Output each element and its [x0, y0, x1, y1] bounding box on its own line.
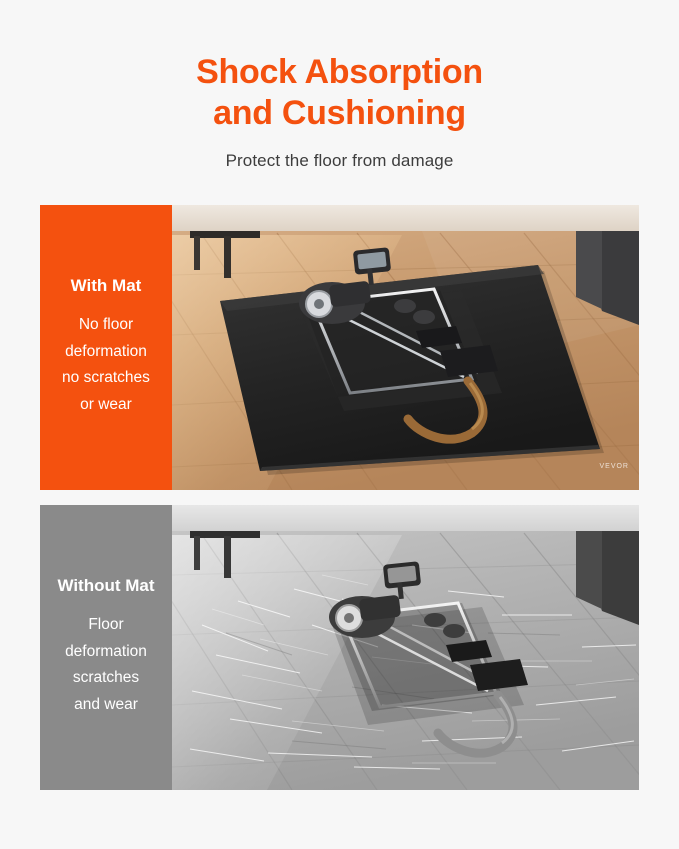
photo-without-mat-illustration — [172, 505, 639, 790]
caption-line-3: scratches — [72, 669, 140, 687]
caption-without-mat — [40, 505, 172, 790]
caption-body — [62, 312, 150, 419]
caption-with-mat — [40, 205, 172, 490]
caption-line-3: no scratches — [62, 369, 150, 387]
comparison-panels — [0, 205, 679, 790]
photo-with-mat-illustration — [172, 205, 639, 490]
caption-title: With Mat — [70, 276, 142, 296]
caption-line-4: and wear — [74, 696, 138, 714]
photo-with-mat — [172, 205, 639, 490]
brand-watermark: VEVOR — [599, 462, 629, 470]
header — [0, 0, 679, 171]
caption-line-1: No floor — [78, 316, 134, 334]
page-subtitle: Protect the floor from damage — [225, 150, 454, 170]
caption-title: Without Mat — [57, 576, 155, 596]
caption-line-2: deformation — [65, 342, 147, 360]
caption-line-4: or wear — [80, 396, 132, 414]
panel-without-mat — [40, 505, 639, 790]
headline-line-2: and Cushioning — [213, 94, 466, 133]
photo-without-mat — [172, 505, 639, 790]
caption-line-1: Floor — [88, 616, 124, 634]
caption-body — [65, 612, 147, 719]
page-title — [0, 52, 679, 135]
panel-with-mat — [40, 205, 639, 490]
headline-line-1: Shock Absorption — [196, 53, 483, 91]
caption-line-2: deformation — [65, 642, 147, 660]
